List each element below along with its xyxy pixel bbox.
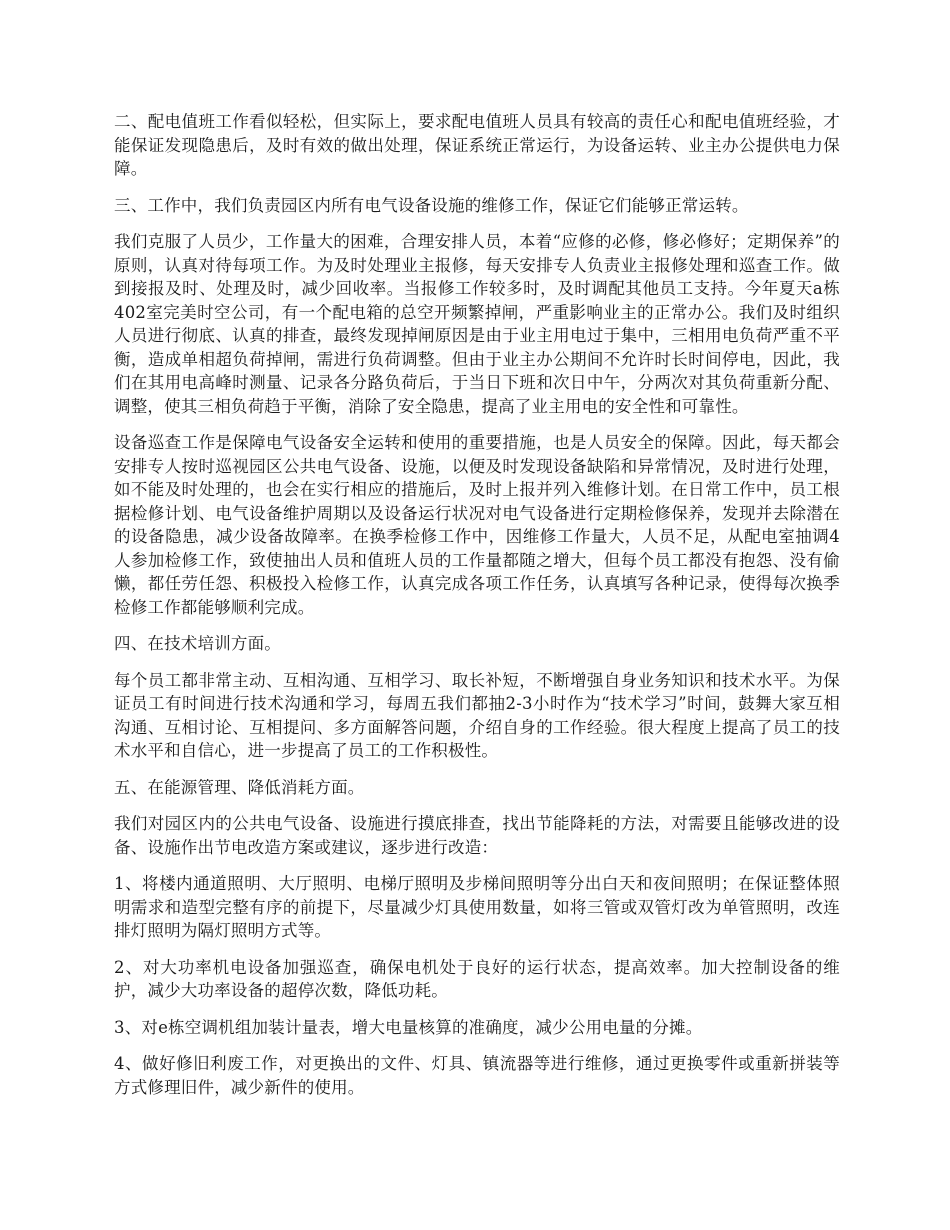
paragraph-energy-item-4: 4、做好修旧利废工作，对更换出的文件、灯具、镇流器等进行维修，通过更换零件或重新拼装等方式修理旧件，减少新件的使用。 [114, 1054, 840, 1097]
document-body [114, 110, 840, 1112]
paragraph-duty-section: 二、配电值班工作看似轻松，但实际上，要求配电值班人员具有较高的责任心和配电值班经验，才能保证发现隐患后，及时有效的做出处理，保证系统正常运行，为设备运转、业主办公提供电力保障。 [114, 112, 840, 178]
paragraph-inspection-work: 设备巡查工作是保障电气设备安全运转和使用的重要措施，也是人员安全的保障。因此，每天都会安排专人按时巡视园区公共电气设备、设施，以便及时发现设备缺陷和异常情况，及时进行处理，如不能及时处理的，也会在实行相应的措施后，及时上报并列入维修计划。在日常工作中，员工根据检修计划、电气设备维护周期以及设备运行状况对电气设备进行定期检修保养，发现并去除潜在的设备隐患，减少设备故障率。在换季检修工作中，因维修工作量大，人员不足，从配电室抽调4人参加检修工作，致使抽出人员和值班人员的工作量都随之增大，但每个员工都没有抱怨、没有偷懒，都任劳任怨、积极投入检修工作，认真完成各项工作任务，认真填写各种记录，使得每次换季检修工作都能够顺利完成。 [114, 433, 840, 617]
paragraph-training-heading: 四、在技术培训方面。 [114, 634, 281, 653]
paragraph-energy-item-2: 2、对大功率机电设备加强巡查，确保电机处于良好的运行状态，提高效率。加大控制设备的维护，减少大功率设备的超停次数，降低功耗。 [114, 957, 840, 1000]
paragraph-energy-item-1: 1、将楼内通道照明、大厅照明、电梯厅照明及步梯间照明等分出白天和夜间照明；在保证整体照明需求和造型完整有序的前提下，尽量减少灯具使用数量，如将三管或双管灯改为单管照明，改连排灯照明为隔灯照明方式等。 [114, 874, 840, 940]
paragraph-training-body: 每个员工都非常主动、互相沟通、互相学习、取长补短，不断增强自身业务知识和技术水平。为保证员工有时间进行技术沟通和学习，每周五我们都抽2-3小时作为“技术学习”时间，鼓舞大家互相沟通、互相讨论、互相提问、多方面解答问题，介绍自身的工作经验。很大程度上提高了员工的技术水平和自信心，进一步提高了员工的工作积极性。 [114, 670, 840, 760]
paragraph-energy-intro: 我们对园区内的公共电气设备、设施进行摸底排查，找出节能降耗的方法，对需要且能够改进的设备、设施作出节电改造方案或建议，逐步进行改造： [114, 814, 840, 857]
paragraph-energy-heading: 五、在能源管理、降低消耗方面。 [114, 777, 365, 797]
paragraph-repair-work: 我们克服了人员少，工作量大的困难，合理安排人员，本着“应修的必修，修必修好；定期保养”的原则，认真对待每项工作。为及时处理业主报修，每天安排专人负责业主报修处理和巡查工作。做到接报及时、处理及时，减少回收率。当报修工作较多时，及时调配其他员工支持。今年夏天a栋402室完美时空公司，有一个配电箱的总空开频繁掉闸，严重影响业主的正常办公。我们及时组织人员进行彻底、认真的排查，最终发现掉闸原因是由于业主用电过于集中，三相用电负荷严重不平衡，造成单相超负荷掉闸，需进行负荷调整。但由于业主办公期间不允许时长时间停电，因此，我们在其用电高峰时测量、记录各分路负荷后，于当日下班和次日中午，分两次对其负荷重新分配、调整，使其三相负荷趋于平衡，消除了安全隐患，提高了业主用电的安全性和可靠性。 [114, 232, 840, 416]
paragraph-maintenance-heading: 三、工作中，我们负责园区内所有电气设备设施的维修工作，保证它们能够正常运转。 [114, 195, 749, 215]
paragraph-energy-item-3: 3、对e栋空调机组加装计量表，增大电量核算的准确度，减少公用电量的分摊。 [114, 1017, 703, 1037]
